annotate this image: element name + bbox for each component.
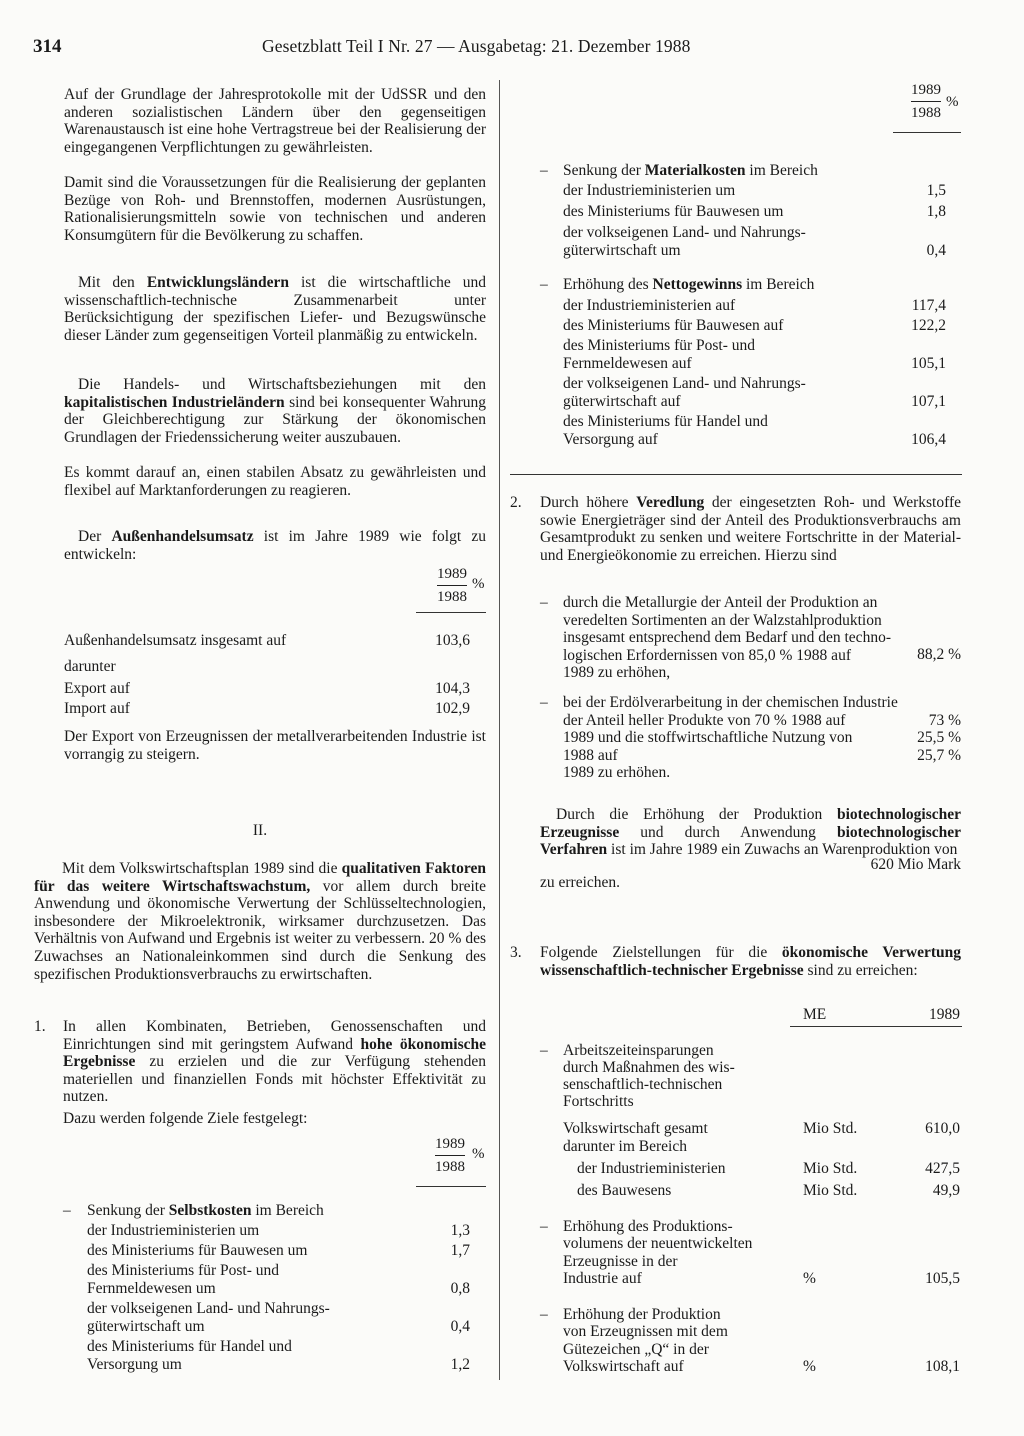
net-heading [563,276,814,294]
cost-label: des Ministeriums für Handel und [87,1338,292,1355]
bold-term: ökonomische Verwertung wissenschaftlich-technischer Ergebnisse [540,944,961,979]
goals-intro: Dazu werden folgende Ziele festgelegt: [63,1110,308,1127]
ratio-denominator: 1988 [911,105,941,121]
text-run: ist im Jahre 1989 wie folgt zu entwickeln: [64,528,486,563]
cost-label: der volkseigenen Land- und Nahrungs- [87,1300,330,1317]
cost-label: Fernmeldewesen um [87,1280,216,1297]
paragraph-volkswirtschaftsplan [34,860,486,983]
trade-value: 102,9 [435,700,470,717]
az-line: senschaftlich-technischen [563,1076,723,1093]
cost-value: 1,7 [450,1242,470,1259]
material-label: der volkseigenen Land- und Nahrungs- [563,224,806,241]
table-rule [416,612,486,613]
list-dash: – [540,1218,548,1235]
net-value: 106,4 [911,431,946,448]
text-run: und durch Anwendung [619,823,837,841]
bold-term: biotechnologischer Verfahren [540,823,961,859]
bold-term: qualitativen Faktoren für das weitere Wirtschaftswachstum, [34,860,486,895]
bold-term: Veredlung [636,494,705,511]
percent-sign: % [946,94,959,110]
az-line: Arbeitszeiteinsparungen [563,1042,714,1059]
paragraph-text: Damit sind die Voraussetzungen für die Realisierung der geplanten Bezüge von Roh- und Brennstoffen, modernen Ausrüstungen, Rationalisierungsmitteln sowie von technischen und anderen Konsumgütern für die Bevölkerung zu schaffen. [64,174,486,244]
text-run: Erhöhung des [563,276,653,293]
item-number-3: 3. [510,944,522,961]
q-line: Volkswirtschaft auf [563,1357,684,1375]
metallurgy-line: 1989 zu erhöhen, [563,664,671,681]
list-dash: – [540,276,548,293]
text-run: Folgende Zielstellungen für die [540,944,782,961]
section-heading: II. [252,822,268,839]
paragraph-entwicklungslaender [64,274,486,344]
list-dash: – [540,1306,548,1323]
net-label: des Ministeriums für Handel und [563,413,768,430]
cost-label: des Ministeriums für Bauwesen um [87,1242,308,1259]
table-rule [790,1026,962,1027]
az-unit: Mio Std. [803,1120,858,1137]
paragraph-kombinate [63,1018,486,1106]
az-label: Volkswirtschaft gesamt [563,1120,708,1137]
page-number: 314 [33,36,62,57]
paragraph-veredlung [540,494,961,564]
pv-line: Erhöhung des Produktions- [563,1218,733,1235]
cost-value: 0,8 [450,1280,470,1297]
trade-label: darunter [64,658,116,675]
net-label: der volkseigenen Land- und Nahrungs- [563,375,806,392]
cost-label: güterwirtschaft um [87,1318,205,1335]
net-value: 107,1 [911,393,946,410]
text-run: Mit dem Volkswirtschaftsplan 1989 sind die [62,860,342,877]
ratio-numerator: 1989 [437,566,467,582]
oil-value: 25,7 % [917,746,961,764]
az-value: 49,9 [932,1182,960,1199]
oil-line: 1989 zu erhöhen. [563,764,671,781]
trade-label: Außenhandelsumsatz insgesamt auf [64,632,287,649]
material-label: der Industrieministerien um [563,182,736,199]
percent-sign: % [472,576,485,592]
text-run: der eingesetzten Roh- und Werkstoffe sowie Energieträger sind der Anteil des Produktionsverbrauchs am Gesamtprodukt zu senken und weitere Fortschritte in der Material- und Energieökonomie zu erreichen. Hierzu sind [540,494,961,564]
ratio-bar [437,585,467,586]
oil-value: 73 % [928,711,961,729]
net-value: 122,2 [911,317,946,334]
bold-term: Entwicklungsländern [146,274,289,291]
pv-line: Industrie auf [563,1269,642,1287]
trade-value: 103,6 [435,632,470,649]
az-value: 610,0 [925,1120,960,1137]
section-rule [510,474,962,475]
material-label: des Ministeriums für Bauwesen um [563,203,784,220]
pv-line: Erzeugnisse in der [563,1252,678,1270]
paragraph-text: Der Export von Erzeugnissen der metallverarbeitenden Industrie ist vorrangig zu steigern. [64,728,486,763]
column-header-year: 1989 [929,1006,960,1023]
page-header-title: Gesetzblatt Teil I Nr. 27 — Ausgabetag: 21. Dezember 1988 [262,36,691,56]
list-dash: – [540,1042,548,1059]
material-value: 0,4 [926,242,946,259]
net-label: des Ministeriums für Post- und [563,337,756,354]
paragraph-aussenhandel [64,528,486,563]
list-dash: – [540,162,548,179]
paragraph-text: Auf der Grundlage der Jahresprotokolle mit der UdSSR und den anderen sozialistischen Ländern über den gegenseitigen Warenaustausch ist eine hohe Vertragstreue bei der Realisierung der eingegangenen Verpflichtungen zu gewährleisten. [64,86,486,156]
column-header-me: ME [803,1006,827,1023]
oil-value: 25,5 % [917,729,961,746]
net-label: Versorgung auf [563,431,658,448]
oil-line: bei der Erdölverarbeitung in der chemischen Industrie [563,694,898,711]
biotech-end: zu erreichen. [540,874,621,891]
cost-value: 1,2 [450,1356,470,1373]
q-line: Gütezeichen „Q“ in der [563,1340,709,1358]
cost-label: der Industrieministerien um [87,1222,260,1239]
az-label: der Industrieministerien [577,1160,726,1177]
list-dash: – [63,1202,71,1219]
cost-label: des Ministeriums für Post- und [87,1262,280,1279]
paragraph-kapitalistische [64,376,486,446]
paragraph-biotech [540,806,961,859]
bold-term: Nettogewinns [652,276,743,293]
cost-label: Versorgung um [87,1356,182,1373]
text-run: Senkung der [563,162,645,179]
material-label: güterwirtschaft um [563,242,681,259]
cost-value: 1,3 [450,1222,470,1239]
metallurgy-value: 88,2 % [917,646,961,663]
az-label: darunter im Bereich [563,1138,687,1155]
metallurgy-line: durch die Metallurgie der Anteil der Produktion an [563,594,878,611]
item-number-2: 2. [510,494,522,511]
text-run: sind zu erreichen: [803,961,918,979]
ratio-bar [911,101,941,102]
paragraph-verwertung [540,944,961,979]
cost-heading [87,1202,324,1220]
net-label: des Ministeriums für Bauwesen auf [563,317,784,334]
az-label: des Bauwesens [577,1182,672,1199]
percent-sign: % [472,1146,485,1162]
ratio-denominator: 1988 [435,1159,465,1175]
paragraph-export [64,728,486,763]
column-divider [499,80,500,1380]
pv-value: 105,5 [925,1270,960,1287]
list-dash: – [540,694,548,711]
net-label: der Industrieministerien auf [563,297,736,314]
paragraph-absatz [64,464,486,499]
oil-line: der Anteil heller Produkte von 70 % 1988 auf [563,711,846,729]
az-value: 427,5 [925,1160,960,1177]
metallurgy-line: insgesamt entsprechend dem Bedarf und den techno- [563,629,891,646]
oil-line: 1988 auf [563,746,618,764]
text-run: In allen Kombinaten, Betrieben, Genossenschaften und Einrichtungen sind mit geringstem Aufwand [63,1018,486,1053]
text-run: Die Handels- und Wirtschaftsbeziehungen mit den [78,376,486,393]
net-label: Fernmeldewesen auf [563,355,692,372]
text-run: Senkung der [87,1202,169,1219]
metallurgy-line: logischen Erfordernissen von 85,0 % 1988 auf [563,646,851,664]
paragraph-udssr [64,86,486,156]
az-line: Fortschritts [563,1093,634,1110]
metallurgy-line: veredelten Sortimenten an der Walzstahlproduktion [563,611,882,629]
cost-value: 0,4 [450,1318,470,1335]
ratio-header [420,1136,480,1175]
biotech-value: 620 Mio Mark [870,856,961,873]
text-run: ist im Jahre 1989 ein Zuwachs an Warenproduktion von [607,841,958,859]
trade-value: 104,3 [435,680,470,697]
text-run: sind bei konsequenter Wahrung der Gleichberechtigung zur Stärkung der ökonomischen Grundlagen der Friedenssicherung weiter auszubauen. [64,393,486,446]
net-label: güterwirtschaft auf [563,393,681,410]
text-run: Mit den [78,274,147,291]
material-value: 1,5 [926,182,946,199]
text-run: Der [78,528,112,545]
ratio-numerator: 1989 [911,82,941,98]
text-run: Durch die Erhöhung der Produktion [556,806,837,823]
text-run: im Bereich [742,276,815,293]
bold-term: kapitalistischen Industrieländern [64,393,285,411]
table-rule [416,1186,486,1187]
ratio-denominator: 1988 [437,589,467,605]
net-value: 105,1 [911,355,946,372]
oil-line: 1989 und die stoffwirtschaftliche Nutzung von [563,729,853,746]
bold-term: hohe ökonomische Ergebnisse [63,1035,486,1071]
paragraph-voraussetzungen [64,174,486,244]
bold-term: Außenhandelsumsatz [111,528,254,545]
text-run: im Bereich [251,1202,324,1219]
q-value: 108,1 [925,1358,960,1375]
text-run: zu erzielen und die zur Verfügung stehenden materiellen und finanziellen Fonds mit höchster Effektivität zu nutzen. [63,1053,486,1106]
paragraph-text: Es kommt darauf an, einen stabilen Absatz zu gewährleisten und flexibel auf Marktanforderungen zu reagieren. [64,464,486,499]
net-value: 117,4 [911,297,946,314]
az-line: durch Maßnahmen des wis- [563,1059,735,1076]
list-dash: – [540,594,548,611]
ratio-numerator: 1989 [435,1136,465,1152]
bold-term: biotechnologischer Erzeugnisse [540,806,961,841]
q-line: Erhöhung der Produktion [563,1306,721,1323]
bold-term: Selbstkosten [168,1202,252,1219]
bold-term: Materialkosten [644,162,746,179]
q-unit: % [803,1358,816,1375]
q-line: von Erzeugnissen mit dem [563,1323,728,1341]
table-rule [893,132,961,133]
az-unit: Mio Std. [803,1160,858,1177]
material-value: 1,8 [926,203,946,220]
az-unit: Mio Std. [803,1182,858,1199]
pv-unit: % [803,1270,816,1287]
trade-label: Export auf [64,680,130,697]
trade-label: Import auf [64,700,130,717]
ratio-bar [435,1155,465,1156]
text-run: vor allem durch breite Anwendung und ökonomische Verwertung der Schlüsseltechnologien, insbesondere der Mikroelektronik, wirksamer durchzusetzen. Das Verhältnis von Aufwand und Ergebnis ist weiter zu verbessern. 20 % des Zuwachses an Nationaleinkommen sind durch die Senkung des spezifischen Produktionsverbrauchs zu erwirtschaften. [34,877,486,983]
pv-line: volumens der neuentwickelten [563,1235,753,1253]
text-run: im Bereich [745,162,818,179]
text-run: ist die wirtschaftliche und wissenschaftlich-technische Zusammenarbeit unter Berücksichtigung der spezifischen Liefer- und Bezugswünsche dieser Länder zum gegenseitigen Vorteil planmäßig zu entwickeln. [64,274,486,344]
material-heading [563,162,818,180]
text-run: Durch höhere [540,494,637,511]
item-number-1: 1. [34,1018,46,1035]
